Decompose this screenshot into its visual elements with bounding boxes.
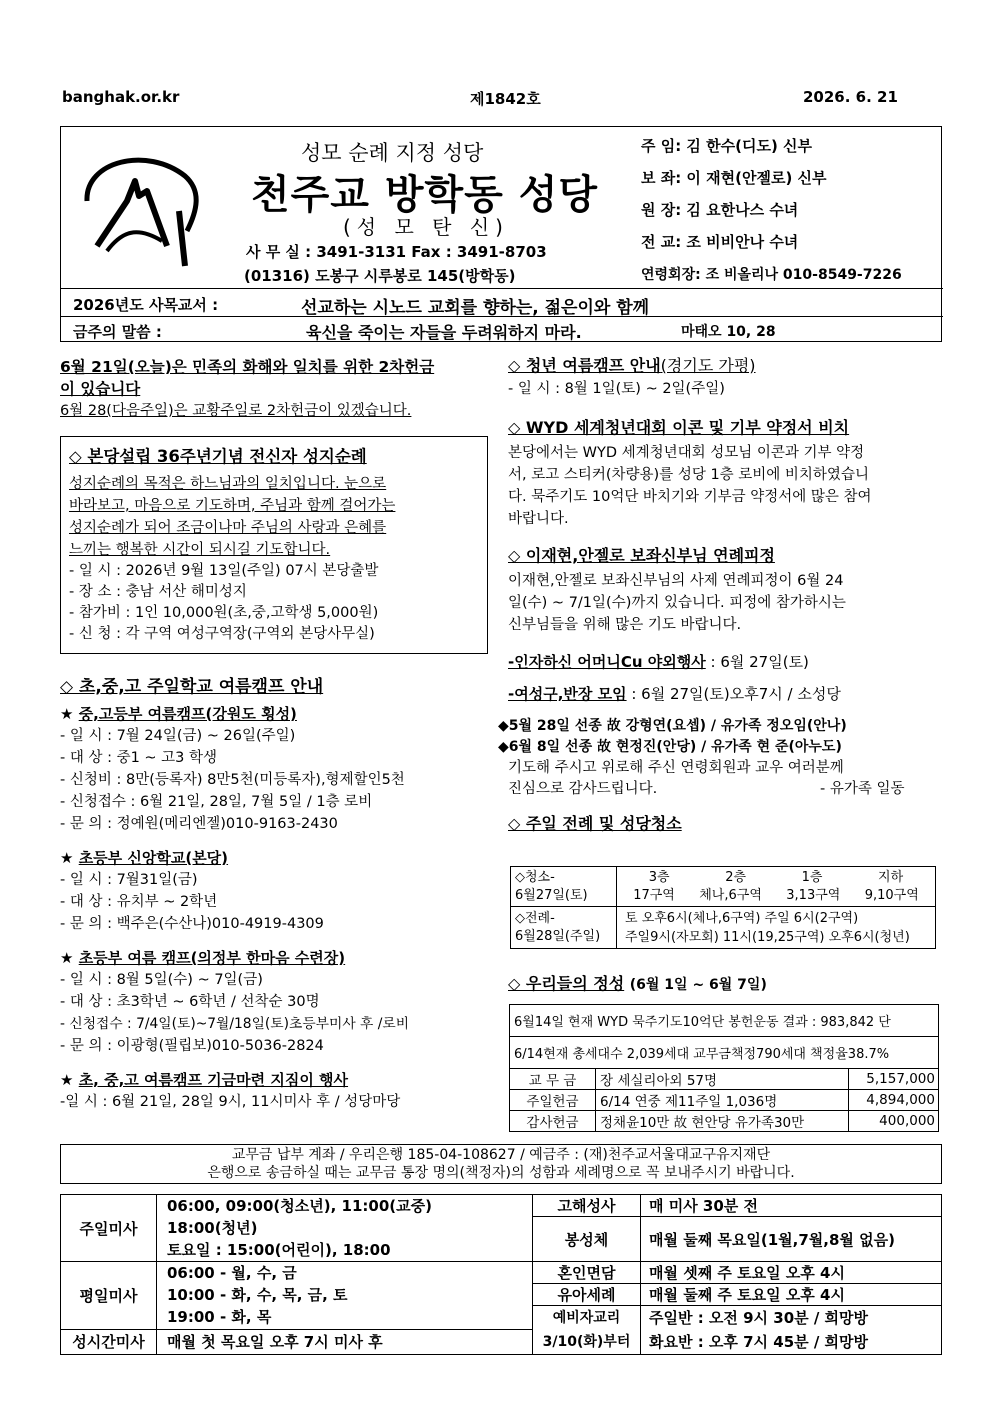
church-title: 천주교 방학동 성당 (251, 172, 598, 218)
issue-date: 2026. 6. 21 (803, 88, 898, 106)
camp-group-head: ★ 중,고등부 여름캠프(강원도 횡성) (60, 705, 297, 723)
youth-camp-title: ◇ 청년 여름캠프 안내(경기도 가평) (508, 356, 756, 375)
camp-title: ◇ 초,중,고 주일학교 여름캠프 안내 (60, 677, 324, 697)
camp-group-head: ★ 초등부 신앙학교(본당) (60, 849, 229, 867)
pilgrimage-title: ◇ 본당설립 36주년기념 전신자 성지순례 (69, 447, 367, 466)
offering-table: 6월14일 현재 WYD 묵주기도10억단 봉헌운동 결과 : 983,842 단 6/14현재 총세대수 2,039세대 교무금책정790세대 책정율38.7% 교 무 금 장 세실리아외 57명 5,157,000 주일헌금 6/14 연중 제11주일 1,036명 4,894,000 감사헌금 정채윤10만 故 현안당 유가족30만 400,000 (509, 1004, 939, 1132)
pilgrimage-box: ◇ 본당설립 36주년기념 전신자 성지순례 성지순례의 목적은 하느님과의 일치입니다. 눈으로 바라보고, 마음으로 기도하며, 주님과 함께 걸어가는 성지순례가 되어 조금이나마 주님의 사랑과 은혜를 느끼는 행복한 시간이 되시길 기도합니다. - 일 시 : 2026년 9월 13일(주일) 07시 본당출발 - 장 소 : 충남 서산 해미성지 - 참가비 : 1인 10,000원(초,중,고학생 5,000원) - 신 청 : 각 구역 여성구역장(구역외 본당사무실) (60, 436, 488, 654)
bank-account-box: 교무금 납부 계좌 / 우리은행 185-04-108627 / 예금주 : (재)천주교서울대교구유지재단 은행으로 송금하실 때는 교무금 통장 명의(책정자)의 성함과 세례명으로 꼭 보내주시기 바랍니다. (60, 1144, 942, 1184)
camp-group-head: ★ 초, 중,고 여름캠프 기금마련 지짐이 행사 (60, 1071, 349, 1089)
staff-assistant: 보 좌: 이 재현(안젤로) 신부 (641, 169, 827, 187)
parish-logo (67, 141, 207, 271)
word-label: 금주의 말씀 : (73, 323, 162, 341)
church-patron: (성 모 탄 신) (343, 215, 509, 239)
issue-number: 제1842호 (470, 90, 541, 108)
header-box (60, 126, 942, 342)
right-column: ◇ 청년 여름캠프 안내(경기도 가평) - 일 시 : 8월 1일(토) ~ 2일(주일) ◇ WYD 세계청년대회 이콘 및 기부 약정서 비치 본당에서는 WYD 세계청년대회 성모님 이콘과 기부 약정 서, 로고 스티커(차량용)를 성당 1층 로비에 비치하였습니 다. 묵주기도 10억단 바치기와 기부금 약정서에 많은 참여 바랍니다. ◇ 이재현,안젤로 보좌신부님 연례피정 이재현,안젤로 보좌신부님의 사제 연례피정이 6월 24 일(수) ~ 7/1일(수)까지 있습니다. 피정에 참가하시는 신부님들을 위해 많은 기도 바랍니다. -인자하신 어머니Cu 야외행사 : 6월 27일(토) -여성구,반장 모임 : 6월 27일(토)오후7시 / 소성당 ◆5월 28일 선종 故 강형연(요셉) / 유가족 정오임(안나) ◆6월 8일 선종 故 현정진(안당) / 유가족 현 준(아누도) 기도해 주시고 위로해 주신 연령회원과 교우 여러분께 진심으로 감사드립니다. - 유가족 일동 ◇ 주일 전례 및 성당청소 (508, 354, 944, 844)
site-url: banghak.or.kr (62, 88, 180, 106)
camp-section: ◇ 초,중,고 주일학교 여름캠프 안내 ★ 중,고등부 여름캠프(강원도 횡성) - 일 시 : 7월 24일(금) ~ 26일(주일) - 대 상 : 중1 ~ 고3 학생 - 신청비 : 8만(등록자) 8만5천(미등록자),형제할인5천 - 신청접수 : 6월 21일, 28일, 7월 5일 / 1층 로비 - 문 의 : 정예원(메리엔젤)010-9163-2430 ★ 초등부 신앙학교(본당) - 일 시 : 7월31일(금) - 대 상 : 유치부 ~ 2학년 - 문 의 : 백주은(수산나)010-4919-4309 ★ 초등부 여름 캠프(의정부 한마음 수련장) - 일 시 : 8월 5일(수) ~ 7일(금) - 대 상 : 초3학년 ~ 6학년 / 선착순 30명 - 신청접수 : 7/4일(토)~7월/18일(토)초등부미사 후 /로비 - 문 의 : 이광형(필립보)010-5036-2824 ★ 초, 중,고 여름캠프 기금마련 지짐이 행사 -일 시 : 6월 21일, 28일 9시, 11시미사 후 / 성당마당 (60, 672, 492, 1113)
camp-group-head: ★ 초등부 여름 캠프(의정부 한마음 수련장) (60, 949, 346, 967)
offering-title: ◇ 우리들의 정성 (6월 1일 ~ 6월 7일) (508, 974, 767, 993)
staff-pastor: 주 임: 김 한수(디도) 신부 (641, 137, 813, 155)
staff-evangelist: 전 교: 조 비비안나 수녀 (641, 233, 799, 251)
event-women-meeting: -여성구,반장 모임 : 6월 27일(토)오후7시 / 소성당 (508, 685, 841, 703)
event-mother-cu: -인자하신 어머니Cu 야외행사 : 6월 27일(토) (508, 653, 809, 671)
office-phone: 사 무 실 : 3491-3131 Fax : 3491-8703 (246, 243, 547, 261)
staff-superior: 원 장: 김 요한나스 수녀 (641, 201, 799, 219)
cleaning-table: ◇청소- 6월27일(토) 3층 2층 1층 지하 17구역 체나,6구역 3,13구역 9,10구역 ◇전례- 6월28일(주일) 토 오후6시(체나,6구역) 주일 6시(2구역) 주일9시(자모회) 11시(19,25구역) 오후6시(청년) (510, 866, 936, 949)
word-reference: 마태오 10, 28 (681, 324, 776, 340)
word-text: 육신을 죽이는 자들을 두려워하지 마라. (306, 323, 582, 342)
notice-second-collection: 6월 21일(오늘)은 민족의 화해와 일치를 위한 2차헌금 이 있습니다 6월 28(다음주일)은 교황주일로 2차헌금이 있겠습니다. (60, 358, 435, 419)
mass-schedule: 주일미사 06:00, 09:00(청소년), 11:00(교중) 18:00(청년) 토요일 : 15:00(어린이), 18:00 고해성사 매 미사 30분 전 봉성체 매월 둘째 목요일(1월,7월,8월 없음) 평일미사 06:00 - 월, 수, 금 10:00 - 화, 수, 목, 금, 토 19:00 - 화, 목 혼인면담 매월 셋째 주 토요일 오후 4시 유아세례 매월 둘째 주 토요일 오후 4시 예비자교리 3/10(화)부터 주일반 : 오전 9시 30분 / 희망방 화요반 : 오후 7시 45분 / 희망방 성시간미사 매월 첫 목요일 오후 7시 미사 후 (60, 1194, 942, 1355)
header-main (61, 127, 943, 289)
cleaning-title: ◇ 주일 전례 및 성당청소 (508, 814, 682, 833)
wyd-title: ◇ WYD 세계청년대회 이콘 및 기부 약정서 비치 (508, 418, 850, 437)
church-address: (01316) 도봉구 시루봉로 145(방학동) (244, 267, 516, 285)
word-row (61, 317, 943, 344)
church-subtitle: 성모 순례 지정 성당 (301, 141, 484, 165)
motto-row (61, 290, 943, 317)
motto-label: 2026년도 사목교서 : (73, 296, 219, 314)
priest-retreat-title: ◇ 이재현,안젤로 보좌신부님 연례피정 (508, 546, 775, 565)
council-chair: 연령회장: 조 비올리나 010-8549-7226 (641, 267, 902, 283)
obit-thanks: 진심으로 감사드립니다. - 유가족 일동 (508, 781, 905, 797)
motto-text: 선교하는 시노드 교회를 향하는, 젊은이와 함께 (301, 298, 650, 318)
